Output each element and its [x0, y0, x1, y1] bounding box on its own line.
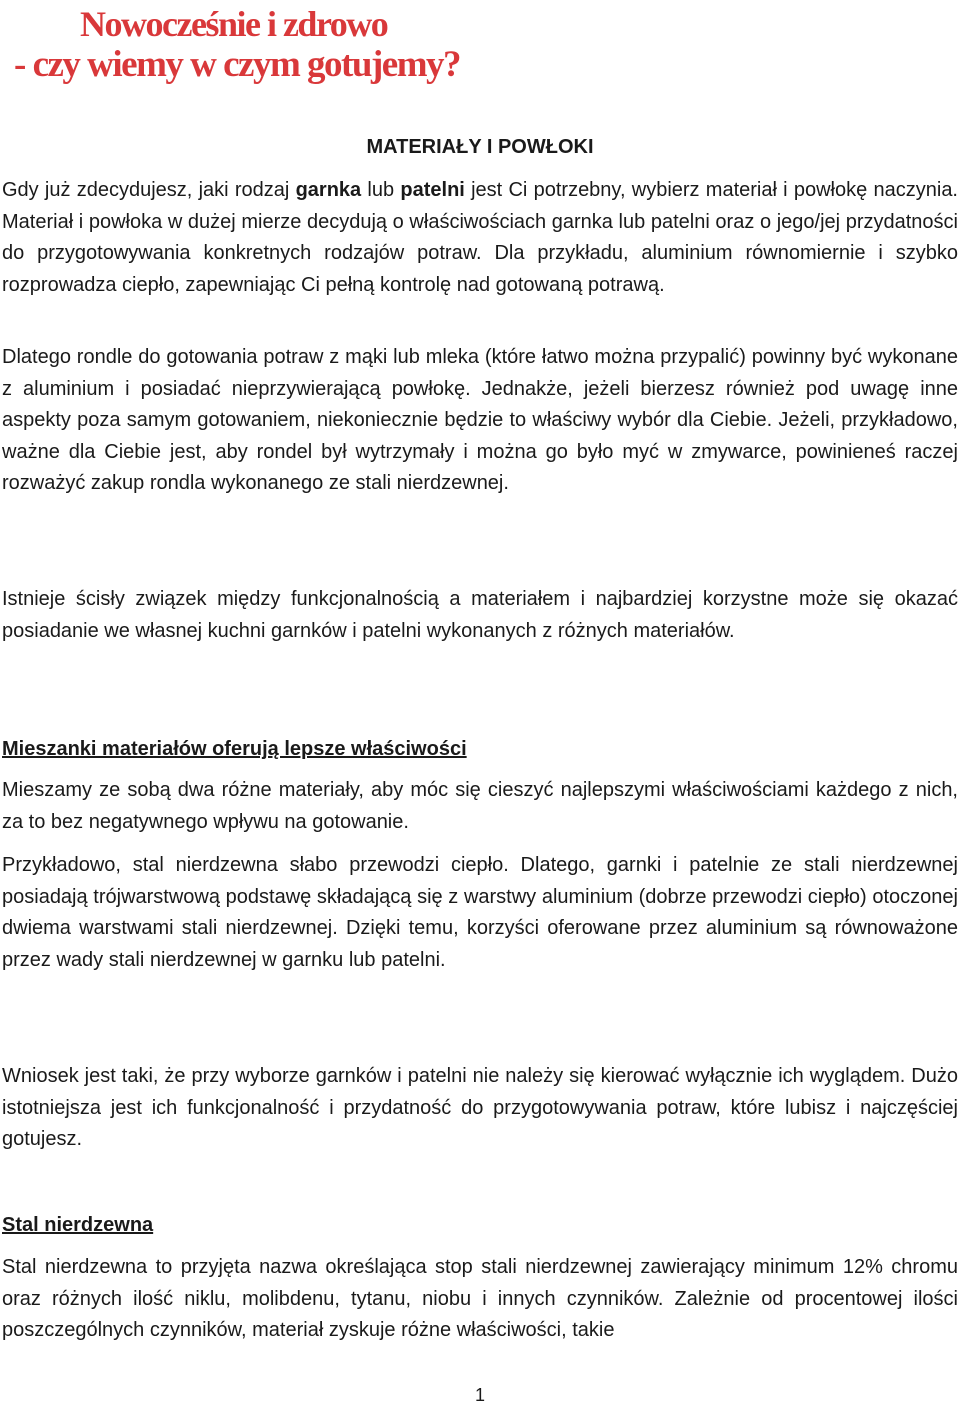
- mix-heading: Mieszanki materiałów oferują lepsze właściwości: [2, 738, 467, 760]
- mix-paragraph-2: Przykładowo, stal nierdzewna słabo przewodzi ciepło. Dlatego, garnki i patelnie ze stali nierdzewnej posiadają trójwarstwową podstawę składającą się z warstwy aluminium (dobrze przewodzi ciepło) otoczonej dwiema warstwami stali nierdzewnej. Dzięki temu, korzyści oferowane przez aluminium są równoważone przez wady stali nierdzewnej w garnku lub patelni.: [2, 854, 958, 971]
- intro-bold-patelni: patelni: [400, 179, 465, 201]
- intro-paragraph-1: [2, 175, 958, 301]
- banner-title-line-1: Nowocześnie i zdrowo: [80, 4, 388, 44]
- intro-paragraph-3: Istnieje ścisły związek między funkcjonalnością a materiałem i najbardziej korzystne może się okazać posiadanie we własnej kuchni garnków i patelni wykonanych z różnych materiałów.: [2, 588, 958, 642]
- steel-heading: Stal nierdzewna: [2, 1214, 154, 1236]
- mix-paragraph-1: Mieszamy ze sobą dwa różne materiały, aby móc się cieszyć najlepszymi właściwościami każdego z nich, za to bez negatywnego wpływu na gotowanie.: [2, 779, 958, 833]
- section-title: MATERIAŁY I POWŁOKI: [366, 136, 594, 158]
- intro-text-start: Gdy już zdecydujesz, jaki rodzaj: [2, 179, 296, 201]
- intro-bold-garnka: garnka: [295, 179, 362, 201]
- header-banner: [0, 0, 960, 110]
- mix-paragraph-3: Wniosek jest taki, że przy wyborze garnków i patelni nie należy się kierować wyłącznie ich wyglądem. Dużo istotniejsza jest ich funkcjonalność i przydatność do przygotowywania potraw, które lubisz i najczęściej gotujesz.: [2, 1065, 958, 1150]
- page-number: 1: [474, 1385, 485, 1405]
- banner-title-line-2: - czy wiemy w czym gotujemy?: [14, 44, 461, 85]
- intro-text-rest: jest Ci potrzebny, wybierz materiał i powłokę naczynia. Materiał i powłoka w dużej mierze decydują o właściwościach garnka lub patelni oraz o jego/jej przydatności do przygotowywania konkretnych rodzajów potraw. Dla przykładu, aluminium równomiernie i szybko rozprowadza ciepło, zapewniając Ci pełną kontrolę nad gotowaną potrawą.: [2, 179, 958, 296]
- intro-text-between: lub: [361, 179, 401, 201]
- steel-paragraph-1: Stal nierdzewna to przyjęta nazwa określająca stop stali nierdzewnej zawierający minimum 12% chromu oraz różnych ilość niklu, molibdenu, tytanu, niobu i innych czynników. Zależnie od procentowej ilości poszczególnych czynników, materiał zyskuje różne właściwości, takie: [2, 1256, 958, 1341]
- intro-paragraph-2: Dlatego rondle do gotowania potraw z mąki lub mleka (które łatwo można przypalić) powinny być wykonane z aluminium i posiadać nieprzywierającą powłokę. Jednakże, jeżeli bierzesz również pod uwagę inne aspekty poza samym gotowaniem, niekoniecznie będzie to właściwy wybór dla Ciebie. Jeżeli, przykładowo, ważne dla Ciebie jest, aby rondel był wytrzymały i można go było myć w zmywarce, powinieneś raczej rozważyć zakup rondla wykonanego ze stali nierdzewnej.: [2, 346, 958, 494]
